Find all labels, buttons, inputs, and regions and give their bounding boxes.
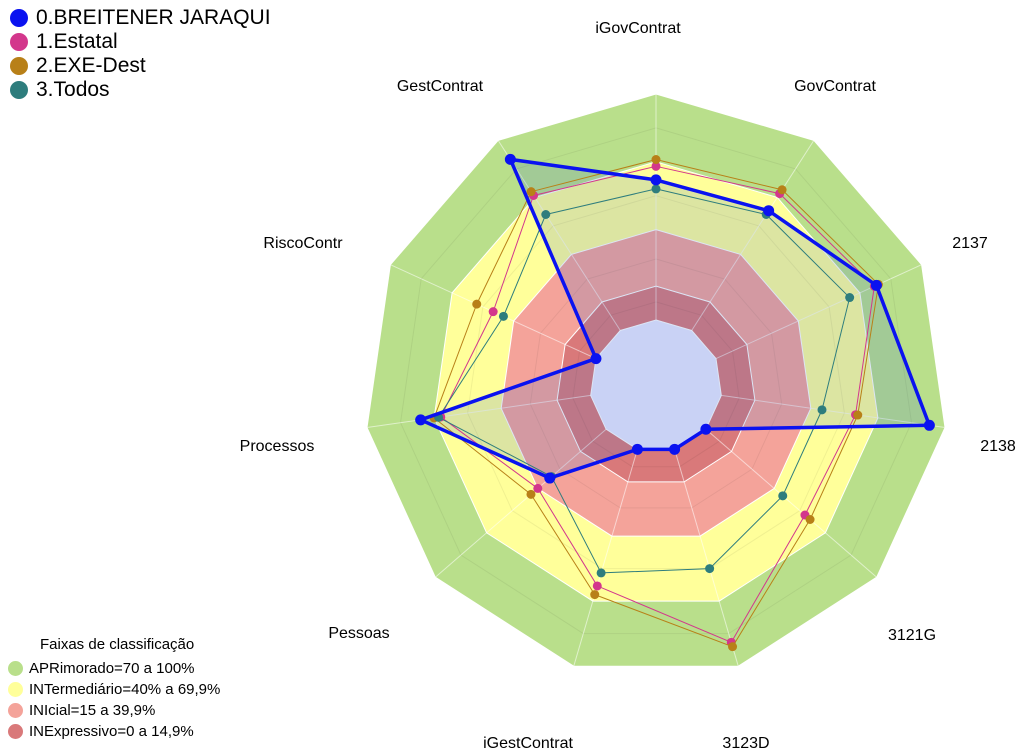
legend-dot-icon [10, 33, 28, 51]
band-item-inicial [8, 700, 220, 721]
axis-label: Pessoas [328, 625, 390, 643]
band-label: INTermediário=40% a 69,9% [29, 681, 221, 698]
axis-label: 2137 [952, 235, 988, 253]
band-dot-icon [8, 703, 23, 718]
series-point [924, 420, 935, 431]
band-item-inexpressivo [8, 721, 220, 742]
legend-item-estatal [10, 30, 271, 54]
series-point [806, 515, 815, 524]
series-legend [10, 6, 271, 102]
legend-label: 1.Estatal [36, 30, 118, 53]
bands-legend-title: Faixas de classificação [40, 636, 195, 653]
series-point [527, 187, 536, 196]
series-point [652, 155, 661, 164]
series-point [597, 568, 606, 577]
series-point [533, 484, 542, 493]
series-point [728, 642, 737, 651]
series-point [489, 307, 498, 316]
band-dot-icon [8, 682, 23, 697]
band-dot-icon [8, 724, 23, 739]
series-point [590, 590, 599, 599]
axis-label: 3123D [722, 735, 770, 753]
series-point [669, 444, 680, 455]
series-point [590, 353, 601, 364]
band-dot-icon [8, 661, 23, 676]
axis-label: 2138 [980, 438, 1016, 456]
series-point [499, 312, 508, 321]
series-point [763, 205, 774, 216]
axis-label: iGestContrat [483, 735, 573, 753]
series-point [871, 280, 882, 291]
legend-label: 2.EXE-Dest [36, 54, 146, 77]
axis-label: GovContrat [794, 78, 876, 96]
series-point [472, 300, 481, 309]
series-point [651, 174, 662, 185]
series-point [817, 405, 826, 414]
series-point [778, 185, 787, 194]
legend-item-breitener [10, 6, 271, 30]
axis-label: iGovContrat [595, 20, 681, 38]
legend-dot-icon [10, 9, 28, 27]
band-item-intermediario [8, 679, 220, 700]
series-point [415, 414, 426, 425]
series-point [700, 424, 711, 435]
series-point [632, 444, 643, 455]
series-point [505, 154, 516, 165]
axis-label: 3121G [887, 627, 937, 645]
series-point [853, 411, 862, 420]
axis-label: GestContrat [396, 78, 484, 96]
legend-item-exe-dest [10, 54, 271, 78]
series-point [778, 491, 787, 500]
axis-label: Processos [239, 438, 315, 456]
band-item-aprimorado [8, 658, 220, 679]
legend-dot-icon [10, 57, 28, 75]
legend-label: 3.Todos [36, 78, 110, 101]
series-point [593, 581, 602, 590]
band-label: APRimorado=70 a 100% [29, 660, 195, 677]
series-point [652, 184, 661, 193]
legend-item-todos [10, 78, 271, 102]
legend-dot-icon [10, 81, 28, 99]
band-label: INIcial=15 a 39,9% [29, 702, 156, 719]
band-label: INExpressivo=0 a 14,9% [29, 723, 194, 740]
bands-legend [8, 636, 220, 742]
series-point [845, 293, 854, 302]
legend-label: 0.BREITENER JARAQUI [36, 6, 271, 29]
series-point [705, 564, 714, 573]
axis-label: RiscoContr [263, 235, 343, 253]
series-point [544, 473, 555, 484]
series-point [541, 210, 550, 219]
series-point [526, 490, 535, 499]
